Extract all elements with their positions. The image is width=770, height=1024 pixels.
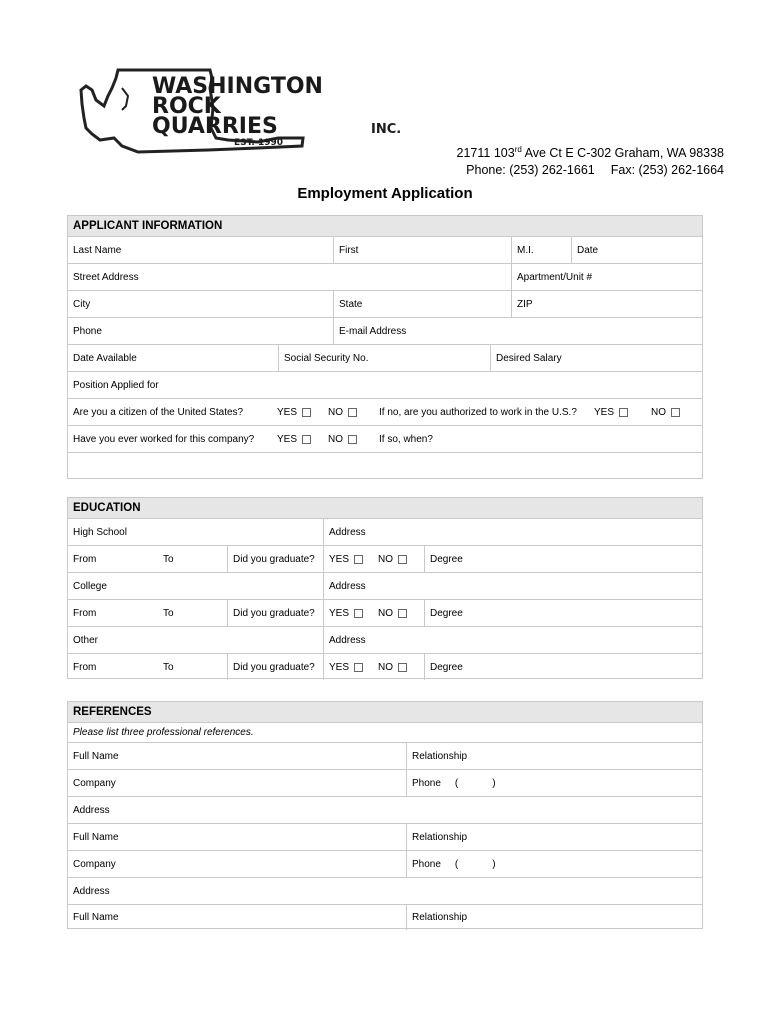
logo-suffix: INC. — [371, 122, 402, 137]
checkbox-icon — [671, 408, 680, 417]
state-field[interactable]: State — [333, 291, 511, 317]
company-contact — [457, 162, 724, 179]
other-no-checkbox[interactable]: NO — [373, 654, 425, 680]
company-address-block — [457, 141, 724, 179]
other-yes-checkbox[interactable]: YES — [323, 654, 375, 680]
other-from-field[interactable]: From — [73, 661, 97, 673]
checkbox-icon — [398, 609, 407, 618]
company-fax: Fax: (253) 262-1664 — [610, 163, 724, 178]
blank-row[interactable] — [68, 452, 702, 479]
phone-field[interactable]: Phone — [73, 325, 102, 337]
college-degree-field[interactable]: Degree — [424, 600, 702, 626]
references-note: Please list three professional references. — [73, 727, 254, 738]
first-name-field[interactable]: First — [333, 237, 511, 263]
ref1-address-field[interactable]: Address — [73, 804, 110, 816]
worked-when-field[interactable]: If so, when? — [379, 433, 433, 445]
checkbox-icon — [302, 435, 311, 444]
page-title: Employment Application — [297, 185, 473, 202]
form-row — [68, 344, 702, 371]
college-to-field[interactable]: To — [163, 607, 174, 619]
high-school-degree-field[interactable]: Degree — [424, 546, 702, 572]
other-address-field[interactable]: Address — [323, 627, 702, 653]
form-row — [68, 518, 702, 545]
form-row — [68, 904, 702, 930]
graduate-question: Did you graduate? — [227, 600, 323, 626]
form-row — [68, 769, 702, 796]
logo-line-2: ROCK — [152, 94, 221, 119]
form-row — [68, 290, 702, 317]
form-row — [68, 796, 702, 823]
form-row — [68, 653, 702, 680]
college-address-field[interactable]: Address — [323, 573, 702, 599]
worked-yes-checkbox[interactable]: YES — [272, 426, 322, 452]
ref2-address-field[interactable]: Address — [73, 885, 110, 897]
middle-initial-field[interactable]: M.I. — [511, 237, 571, 263]
applicant-section — [67, 215, 703, 479]
date-field[interactable]: Date — [571, 237, 702, 263]
company-phone: Phone: (253) 262-1661 — [466, 163, 595, 178]
form-row — [68, 626, 702, 653]
form-row — [68, 263, 702, 290]
college-no-checkbox[interactable]: NO — [373, 600, 425, 626]
form-row — [68, 317, 702, 344]
form-row — [68, 722, 702, 742]
checkbox-icon — [398, 663, 407, 672]
form-row — [68, 823, 702, 850]
ref2-relationship-field[interactable]: Relationship — [406, 824, 702, 850]
form-row — [68, 742, 702, 769]
ref3-relationship-field[interactable]: Relationship — [406, 905, 702, 930]
citizen-no-checkbox[interactable]: NO — [323, 399, 373, 425]
high-school-yes-checkbox[interactable]: YES — [323, 546, 375, 572]
date-available-field[interactable]: Date Available — [73, 352, 137, 364]
ref1-name-field[interactable]: Full Name — [73, 750, 119, 762]
high-school-to-field[interactable]: To — [163, 553, 174, 565]
form-row — [68, 850, 702, 877]
zip-field[interactable]: ZIP — [511, 291, 702, 317]
checkbox-icon — [302, 408, 311, 417]
ref2-phone-field[interactable]: Phone ( ) — [406, 851, 702, 877]
form-row — [68, 545, 702, 572]
company-address: 21711 103rd Ave Ct E C-302 Graham, WA 98338 — [456, 145, 724, 161]
authorized-yes-checkbox[interactable]: YES — [589, 399, 639, 425]
apartment-field[interactable]: Apartment/Unit # — [511, 264, 702, 290]
authorized-question: If no, are you authorized to work in the U.S.? — [379, 406, 577, 418]
form-row — [68, 877, 702, 904]
checkbox-icon — [354, 663, 363, 672]
desired-salary-field[interactable]: Desired Salary — [490, 345, 702, 371]
checkbox-icon — [348, 408, 357, 417]
high-school-address-field[interactable]: Address — [323, 519, 702, 545]
form-row — [68, 599, 702, 626]
checkbox-icon — [398, 555, 407, 564]
other-to-field[interactable]: To — [163, 661, 174, 673]
graduate-question: Did you graduate? — [227, 654, 323, 680]
other-degree-field[interactable]: Degree — [424, 654, 702, 680]
applicant-heading: APPLICANT INFORMATION — [68, 216, 702, 236]
ref2-company-field[interactable]: Company — [73, 858, 116, 870]
logo-established: EST. 1990 — [234, 138, 284, 148]
citizen-yes-checkbox[interactable]: YES — [272, 399, 322, 425]
other-school-field[interactable]: Other — [73, 634, 99, 646]
checkbox-icon — [619, 408, 628, 417]
authorized-no-checkbox[interactable]: NO — [646, 399, 696, 425]
worked-no-checkbox[interactable]: NO — [323, 426, 373, 452]
form-row — [68, 425, 702, 452]
form-row — [68, 236, 702, 263]
worked-question: Have you ever worked for this company? — [73, 433, 255, 445]
last-name-field[interactable]: Last Name — [73, 244, 122, 256]
college-field[interactable]: College — [73, 580, 107, 592]
checkbox-icon — [354, 555, 363, 564]
ref1-phone-field[interactable]: Phone ( ) — [406, 770, 702, 796]
city-field[interactable]: City — [73, 298, 91, 310]
logo-line-1: WASHINGTON — [152, 74, 323, 99]
company-logo — [78, 68, 438, 154]
street-address-field[interactable]: Street Address — [73, 271, 139, 283]
form-row — [68, 572, 702, 599]
checkbox-icon — [348, 435, 357, 444]
high-school-no-checkbox[interactable]: NO — [373, 546, 425, 572]
ref1-relationship-field[interactable]: Relationship — [406, 743, 702, 769]
checkbox-icon — [354, 609, 363, 618]
ssn-field[interactable]: Social Security No. — [278, 345, 490, 371]
form-row — [68, 371, 702, 398]
high-school-field[interactable]: High School — [73, 526, 127, 538]
high-school-from-field[interactable]: From — [73, 553, 97, 565]
form-row — [68, 398, 702, 425]
ref2-name-field[interactable]: Full Name — [73, 831, 119, 843]
logo-line-3: QUARRIES — [152, 114, 278, 139]
citizen-question: Are you a citizen of the United States? — [73, 406, 244, 418]
position-field[interactable]: Position Applied for — [73, 379, 159, 391]
references-section — [67, 701, 703, 929]
college-yes-checkbox[interactable]: YES — [323, 600, 375, 626]
college-from-field[interactable]: From — [73, 607, 97, 619]
education-section — [67, 497, 703, 679]
references-heading: REFERENCES — [68, 702, 702, 722]
education-heading: EDUCATION — [68, 498, 702, 518]
graduate-question: Did you graduate? — [227, 546, 323, 572]
ref1-company-field[interactable]: Company — [73, 777, 116, 789]
ref3-name-field[interactable]: Full Name — [73, 912, 119, 923]
email-field[interactable]: E-mail Address — [333, 318, 702, 344]
